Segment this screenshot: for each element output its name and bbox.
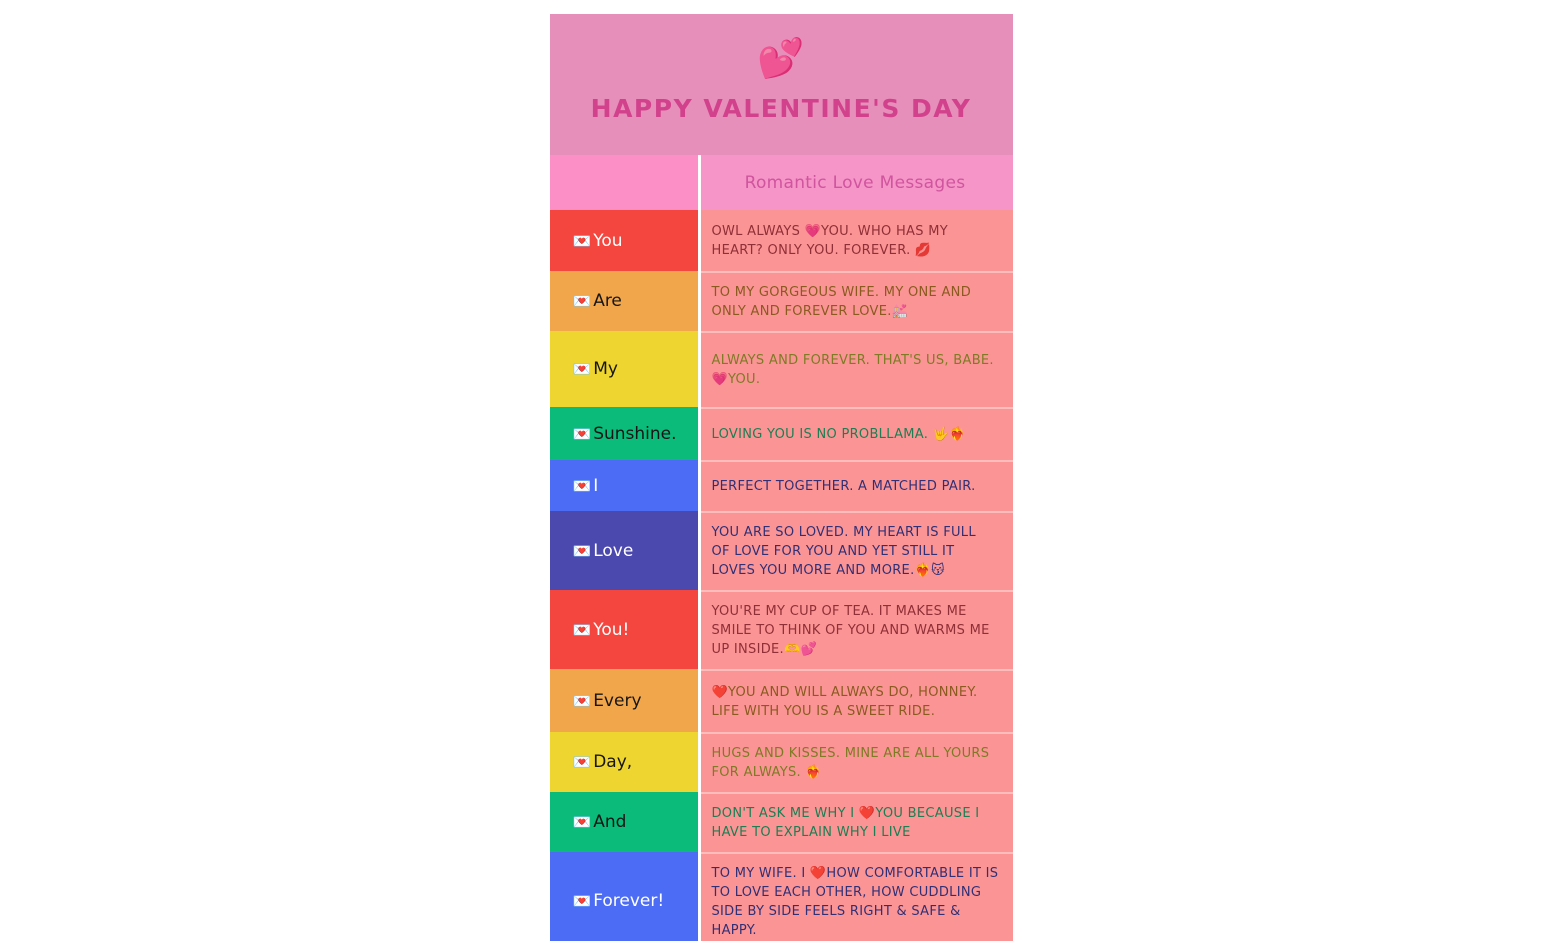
message-cell (701, 669, 1013, 732)
valentine-card (550, 14, 1013, 941)
table-row (550, 460, 1013, 511)
word-cell (550, 210, 698, 271)
table-row (550, 210, 1013, 271)
word-cell (550, 669, 698, 732)
message-cell (701, 792, 1013, 852)
love-letter-icon: 💌 (572, 424, 592, 443)
love-letter-icon: 💌 (572, 360, 592, 378)
message-text: OWL ALWAYS 💗YOU. WHO HAS MY HEART? ONLY YOU. FOREVER. 💋 (711, 223, 948, 258)
word-label: Are (593, 291, 622, 311)
two-hearts-icon: 💕 (757, 36, 805, 80)
table-row (550, 590, 1013, 669)
messages-column-header: Romantic Love Messages (701, 155, 1013, 210)
message-cell (701, 732, 1013, 792)
word-label: Every (593, 690, 642, 711)
table-header-row (550, 155, 1013, 210)
love-letter-icon: 💌 (572, 691, 592, 710)
love-letter-icon: 💌 (572, 620, 592, 639)
word-label: You! (593, 619, 630, 640)
table-row (550, 407, 1013, 460)
word-label: Love (593, 540, 634, 561)
word-cell (550, 732, 698, 792)
love-letter-icon: 💌 (572, 231, 592, 250)
word-cell (550, 271, 698, 331)
message-cell (701, 210, 1013, 271)
message-text: YOU'RE MY CUP OF TEA. IT MAKES ME SMILE TO THINK OF YOU AND WARMS ME UP INSIDE.🫶💕 (711, 604, 990, 657)
card-header (550, 14, 1013, 155)
page-title: HAPPY VALENTINE'S DAY (590, 94, 972, 123)
message-text: ❤️YOU AND WILL ALWAYS DO, HONNEY. LIFE WITH YOU IS A SWEET RIDE. (711, 684, 978, 719)
word-cell (550, 331, 698, 407)
message-text: ALWAYS AND FOREVER. THAT'S US, BABE. 💗YOU. (711, 353, 994, 387)
table-row (550, 271, 1013, 331)
message-text: DON'T ASK ME WHY I ❤️YOU BECAUSE I HAVE TO EXPLAIN WHY I LIVE (711, 806, 980, 840)
table-row (550, 511, 1013, 590)
message-cell (701, 460, 1013, 511)
table-row (550, 669, 1013, 732)
message-text: LOVING YOU IS NO PROBLLAMA. 🤟❤️‍🔥 (711, 427, 966, 442)
love-letter-icon: 💌 (572, 292, 592, 310)
table-row (550, 792, 1013, 852)
love-letter-icon: 💌 (572, 476, 592, 495)
love-letter-icon: 💌 (572, 892, 592, 910)
word-label: Day, (593, 752, 633, 772)
message-text: TO MY GORGEOUS WIFE. MY ONE AND ONLY AND FOREVER LOVE.💒 (711, 285, 972, 319)
message-text: TO MY WIFE. I ❤️HOW COMFORTABLE IT IS TO LOVE EACH OTHER, HOW CUDDLING SIDE BY SIDE FEELS RIGHT & SAFE & HAPPY. (711, 866, 999, 938)
word-cell (550, 407, 698, 460)
word-cell (550, 792, 698, 852)
word-cell (550, 460, 698, 511)
word-column-header (550, 155, 698, 210)
message-cell (701, 331, 1013, 407)
word-label: Forever! (593, 891, 665, 911)
word-label: Sunshine. (593, 423, 677, 444)
table-row (550, 732, 1013, 792)
word-label: My (593, 359, 618, 379)
message-text: PERFECT TOGETHER. A MATCHED PAIR. (711, 479, 976, 494)
message-cell (701, 271, 1013, 331)
word-cell (550, 511, 698, 590)
love-letter-icon: 💌 (572, 813, 592, 831)
word-cell (550, 590, 698, 669)
message-cell (701, 852, 1013, 941)
message-text: HUGS AND KISSES. MINE ARE ALL YOURS FOR ALWAYS. ❤️‍🔥 (711, 746, 990, 780)
table-row (550, 331, 1013, 407)
word-label: I (593, 475, 599, 496)
message-text: YOU ARE SO LOVED. MY HEART IS FULL OF LOVE FOR YOU AND YET STILL IT LOVES YOU MORE AND MORE.❤️‍🔥😽 (711, 525, 976, 578)
message-cell (701, 511, 1013, 590)
love-letter-icon: 💌 (572, 753, 592, 771)
table-row (550, 852, 1013, 941)
word-cell (550, 852, 698, 941)
word-label: You (593, 230, 623, 251)
love-letter-icon: 💌 (572, 541, 592, 560)
message-cell (701, 407, 1013, 460)
messages-table (550, 210, 1013, 941)
word-label: And (593, 812, 627, 832)
message-cell (701, 590, 1013, 669)
